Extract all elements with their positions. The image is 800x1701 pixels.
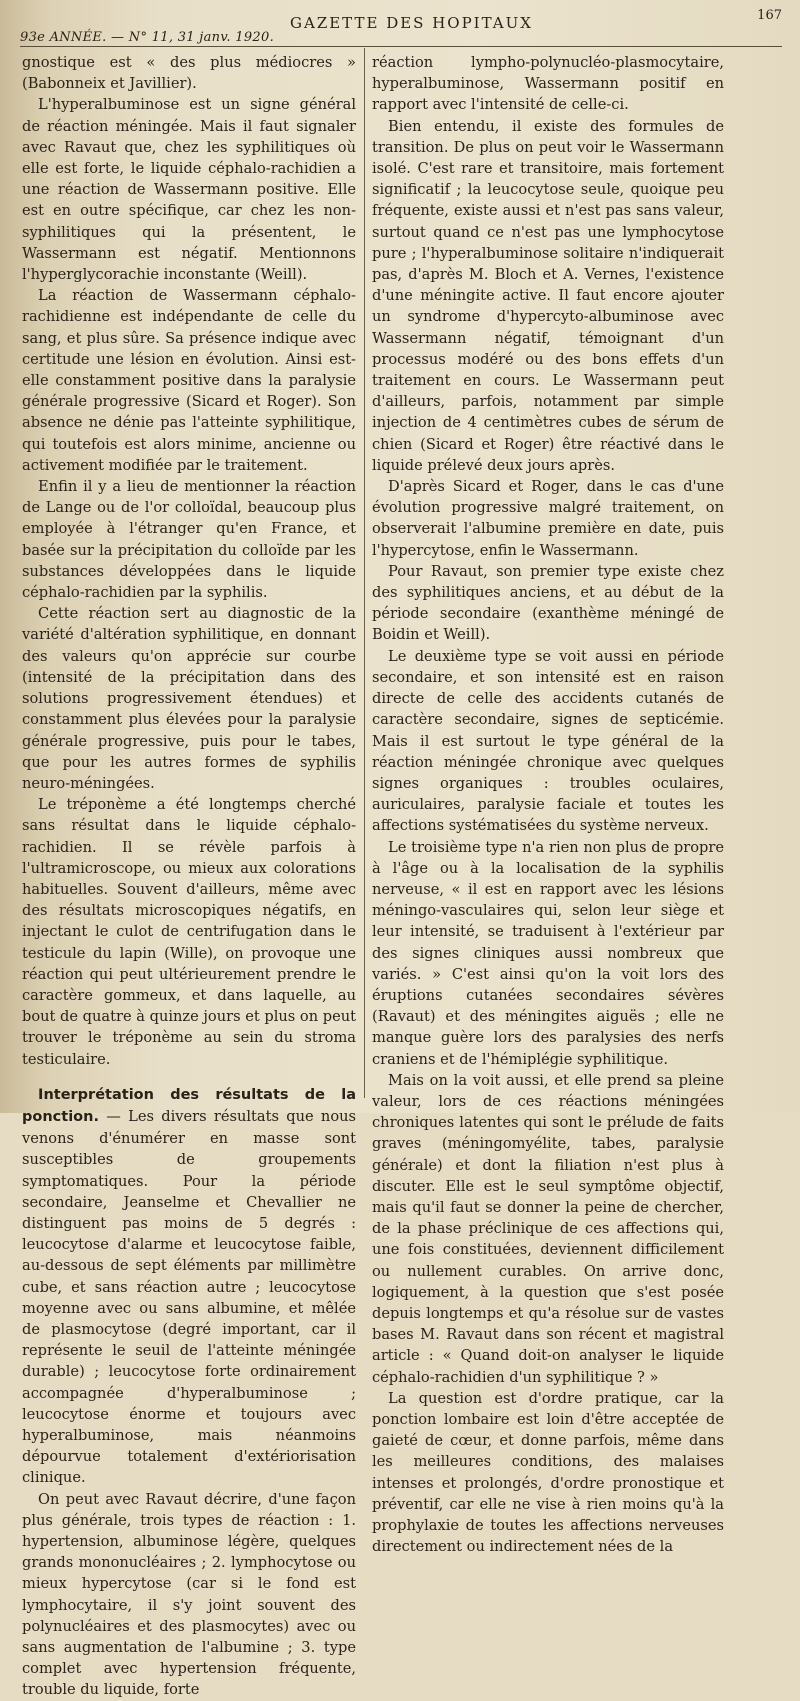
paragraph: gnostique est « des plus médiocres » (Babonneix et Javillier). bbox=[22, 54, 356, 93]
section-title: Interprétation des résultats de la ponction. bbox=[22, 1086, 356, 1125]
section-text: — Les divers résultats que nous venons d'énumérer en masse sont susceptibles de groupements symptomatiques. Pour la période secondaire, Jeanselme et Chevallier ne distinguent pas moins de 5 degrés : leucocytose d'alarme et leucocytose faible, au-dessous de sept éléments par millimètre cube, et sans réaction autre ; leucocytose moyenne avec ou sans albumine, et mêlée de plasmocytose (degré important, car il représente le seuil de l'atteinte méningée durable) ; leucocytose forte ordinairement accompagnée d'hyperalbuminose ; leucocytose énorme et toujours avec hyperalbuminose, mais néanmoins dépourvue totalement d'extériorisation clinique. bbox=[22, 1107, 356, 1487]
right-column bbox=[372, 52, 724, 1557]
paragraph: réaction lympho-polynucléo-plasmocytaire, hyperalbuminose, Wassermann positif en rapport avec l'intensité de celle-ci. bbox=[372, 54, 724, 114]
paragraph: Pour Ravaut, son premier type existe chez des syphilitiques anciens, et au début de la période secondaire (exanthème méningé de Boidin et Weill). bbox=[372, 562, 724, 644]
paragraph: Le deuxième type se voit aussi en période secondaire, et son intensité est en raison directe de celle des accidents cutanés de caractère secondaire, signes de septicémie. Mais il est surtout le type général de la réaction méningée chronique avec quelques signes organiques : troubles oculaires, auriculaires, paralysie faciale et toutes les affections systématisées du système nerveux. bbox=[372, 647, 724, 835]
paragraph: Bien entendu, il existe des formules de transition. De plus on peut voir le Wassermann isolé. C'est rare et transitoire, mais fortement significatif ; la leucocytose seule, quoique peu fréquente, existe aussi et n'est pas sans valeur, surtout quand ce n'est pas une lymphocytose pure ; l'hyperalbuminose solitaire n'indiquerait pas, d'après M. Bloch et A. Vernes, l'existence d'une méningite active. Il faut encore ajouter un syndrome d'hypercyto-albuminose avec Wassermann négatif, témoignant d'un processus modéré ou des bons effets d'un traitement en cours. Le Wassermann peut d'ailleurs, parfois, notamment par simple injection de 4 centimètres cubes de sérum de chien (Sicard et Roger) être réactivé dans le liquide prélevé deux jours après. bbox=[372, 117, 724, 474]
paragraph: La réaction de Wassermann céphalo-rachidienne est indépendante de celle du sang, et plus sûre. Sa présence indique avec certitude une lésion en évolution. Ainsi est-elle constamment positive dans la paralysie générale progressive (Sicard et Roger). Son absence ne dénie pas l'atteinte syphilitique, qui toutefois est alors minime, ancienne ou activement modifiée par le traitement. bbox=[22, 287, 356, 474]
paragraph: L'hyperalbuminose est un signe général de réaction méningée. Mais il faut signaler avec Ravaut que, chez les syphilitiques où elle est forte, le liquide céphalo-rachidien a une réaction de Wassermann positive. Elle est en outre spécifique, car chez les non-syphilitiques qui la présentent, le Wassermann est négatif. Mentionnons l'hyperglycorachie inconstante (Weill). bbox=[22, 96, 356, 284]
paragraph: Le tréponème a été longtemps cherché sans résultat dans le liquide céphalo-rachidien. Il se révèle parfois à l'ultramicroscope, ou mieux aux colorations habituelles. Souvent d'ailleurs, même avec des résultats microscopiques négatifs, en injectant le culot de centrifugation dans le testicule du lapin (Wille), on provoque une réaction qui peut ultérieurement prendre le caractère gommeux, et dans laquelle, au bout de quatre à quinze jours et plus on peut trouver le tréponème au sein du stroma testiculaire. bbox=[22, 796, 356, 1068]
issue-info: 93e ANNÉE. — N° 11, 31 janv. 1920. bbox=[20, 30, 275, 45]
journal-title: GAZETTE DES HOPITAUX bbox=[290, 14, 533, 32]
column-divider bbox=[364, 48, 365, 1098]
paragraph: On peut avec Ravaut décrire, d'une façon plus générale, trois types de réaction : 1. hypertension, albuminose légère, quelques grands mononucléaires ; 2. lymphocytose ou mieux hypercytose (car si le fond est lymphocytaire, il s'y joint souvent des polynucléaires et des plasmocytes) avec ou sans augmentation de l'albumine ; 3. type complet avec hypertension fréquente, trouble du liquide, forte bbox=[22, 1490, 356, 1699]
paragraph: Le troisième type n'a rien non plus de propre à l'âge ou à la localisation de la syphilis nerveuse, « il est en rapport avec les lésions méningo-vasculaires qui, selon leur siège et leur intensité, se traduisent à l'extérieur par des signes cliniques aussi nombreux que variés. » C'est ainsi qu'on la voit lors des éruptions cutanées secondaires sévères (Ravaut) et des méningites aiguës ; elle ne manque guère lors des paralysies des nerfs craniens et de l'hémiplégie syphilitique. bbox=[372, 838, 724, 1068]
left-column bbox=[22, 52, 356, 1701]
paragraph: Mais on la voit aussi, et elle prend sa pleine valeur, lors de ces réactions méningées chroniques latentes qui sont le prélude de faits graves (méningomyélite, tabes, paralysie générale) et dont la filiation n'est plus à discuter. Elle est le seul symptôme objectif, mais qu'il faut se donner la peine de chercher, de la phase préclinique de ces affections qui, une fois constituées, deviennent difficilement ou nullement curables. On arrive donc, logiquement, à la question que s'est posée depuis longtemps et qu'a résolue sur de vastes bases M. Ravaut dans son récent et magistral article : « Quand doit-on analyser le liquide céphalo-rachidien d'un syphilitique ? » bbox=[372, 1071, 724, 1386]
section-paragraph bbox=[22, 1084, 356, 1489]
paragraph: La question est d'ordre pratique, car la ponction lombaire est loin d'être acceptée de gaieté de cœur, et donne parfois, même dans les meilleures conditions, des malaises intenses et prolongés, d'ordre pronostique et préventif, car elle ne vise à rien moins qu'à la prophylaxie de toutes les affections nerveuses directement ou indirectement nées de la bbox=[372, 1389, 724, 1556]
paragraph: Enfin il y a lieu de mentionner la réaction de Lange ou de l'or colloïdal, beaucoup plus employée à l'étranger qu'en France, et basée sur la précipitation du colloïde par les substances développées dans le liquide céphalo-rachidien par la syphilis. bbox=[22, 478, 356, 602]
page-header bbox=[20, 8, 782, 47]
paragraph: D'après Sicard et Roger, dans le cas d'une évolution progressive malgré traitement, on observerait l'albumine première en date, puis l'hypercytose, enfin le Wassermann. bbox=[372, 478, 724, 559]
page-number: 167 bbox=[757, 8, 782, 23]
paragraph: Cette réaction sert au diagnostic de la variété d'altération syphilitique, en donnant des valeurs qu'on apprécie sur courbe (intensité de la précipitation dans des solutions progressivement étendues) et constamment plus élevées pour la paralysie générale progressive, puis pour le tabes, que pour les autres formes de syphilis neuro-méningées. bbox=[22, 605, 356, 792]
